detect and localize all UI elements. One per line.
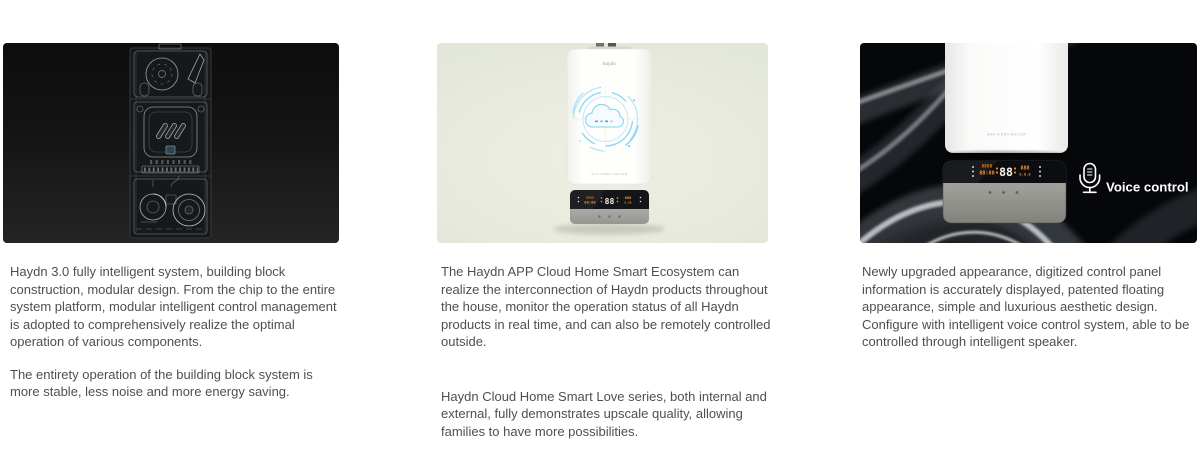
svg-text:888: 888	[624, 195, 632, 200]
chip-drawing	[166, 146, 175, 154]
control-panel	[570, 190, 649, 224]
product-label: GAS FIRED BOILER	[591, 172, 628, 176]
feature-text-cloud-ecosystem	[441, 263, 775, 455]
svg-text:88:88: 88:88	[584, 199, 596, 205]
svg-text:8.8.8: 8.8.8	[1019, 171, 1031, 177]
microphone-icon	[1080, 164, 1100, 193]
svg-text:8.88: 8.88	[624, 200, 632, 205]
product-label: GAS FIRED BOILER	[986, 132, 1027, 137]
svg-text:8888: 8888	[585, 195, 595, 200]
svg-text:888: 888	[1020, 165, 1030, 172]
brand-label: haydn	[602, 61, 617, 66]
paragraph-intelligent-system-1: Haydn 3.0 fully intelligent system, building block construction, modular design. From the chip to the entire system platform, modular intelligent control management is adopted to comprehensively realize the optimal operation of various components.	[10, 264, 337, 349]
paragraph-voice-control-1: Newly upgraded appearance, digitized control panel information is accurately displayed, patented floating appearance, simple and luxurious aesthetic design. Configure with intelligent voice control system, able to be controlled through intelligent speaker.	[862, 264, 1190, 349]
led-display	[584, 195, 632, 206]
svg-text:88: 88	[604, 197, 615, 206]
boiler-xray-image	[3, 43, 339, 243]
paragraph-intelligent-system-2: The entirety operation of the building block system is more stable, less noise and more energy saving.	[10, 366, 313, 399]
feature-text-intelligent-system	[10, 263, 344, 416]
svg-text:88:88: 88:88	[979, 170, 995, 177]
heater-front-image	[437, 43, 768, 243]
paragraph-cloud-ecosystem-2: Haydn Cloud Home Smart Love series, both internal and external, fully demonstrates upscale quality, allowing families to have more possibilities.	[441, 388, 767, 439]
control-panel	[943, 161, 1066, 223]
heater-front-drawing	[437, 43, 768, 243]
paragraph-cloud-ecosystem-1: The Haydn APP Cloud Home Smart Ecosystem can realize the interconnection of Haydn products throughout the house, monitor the operation status of all Haydn products in real time, and can also be remotely controlled outside.	[441, 264, 771, 349]
voice-control-image	[860, 43, 1197, 243]
voice-control-label: Voice control	[1106, 179, 1189, 195]
boiler-xray-drawing	[3, 43, 339, 243]
feature-text-voice-control	[862, 263, 1196, 366]
control-panel-closeup-drawing	[860, 43, 1197, 243]
svg-text:8888: 8888	[981, 163, 993, 169]
svg-text:88: 88	[999, 165, 1013, 179]
